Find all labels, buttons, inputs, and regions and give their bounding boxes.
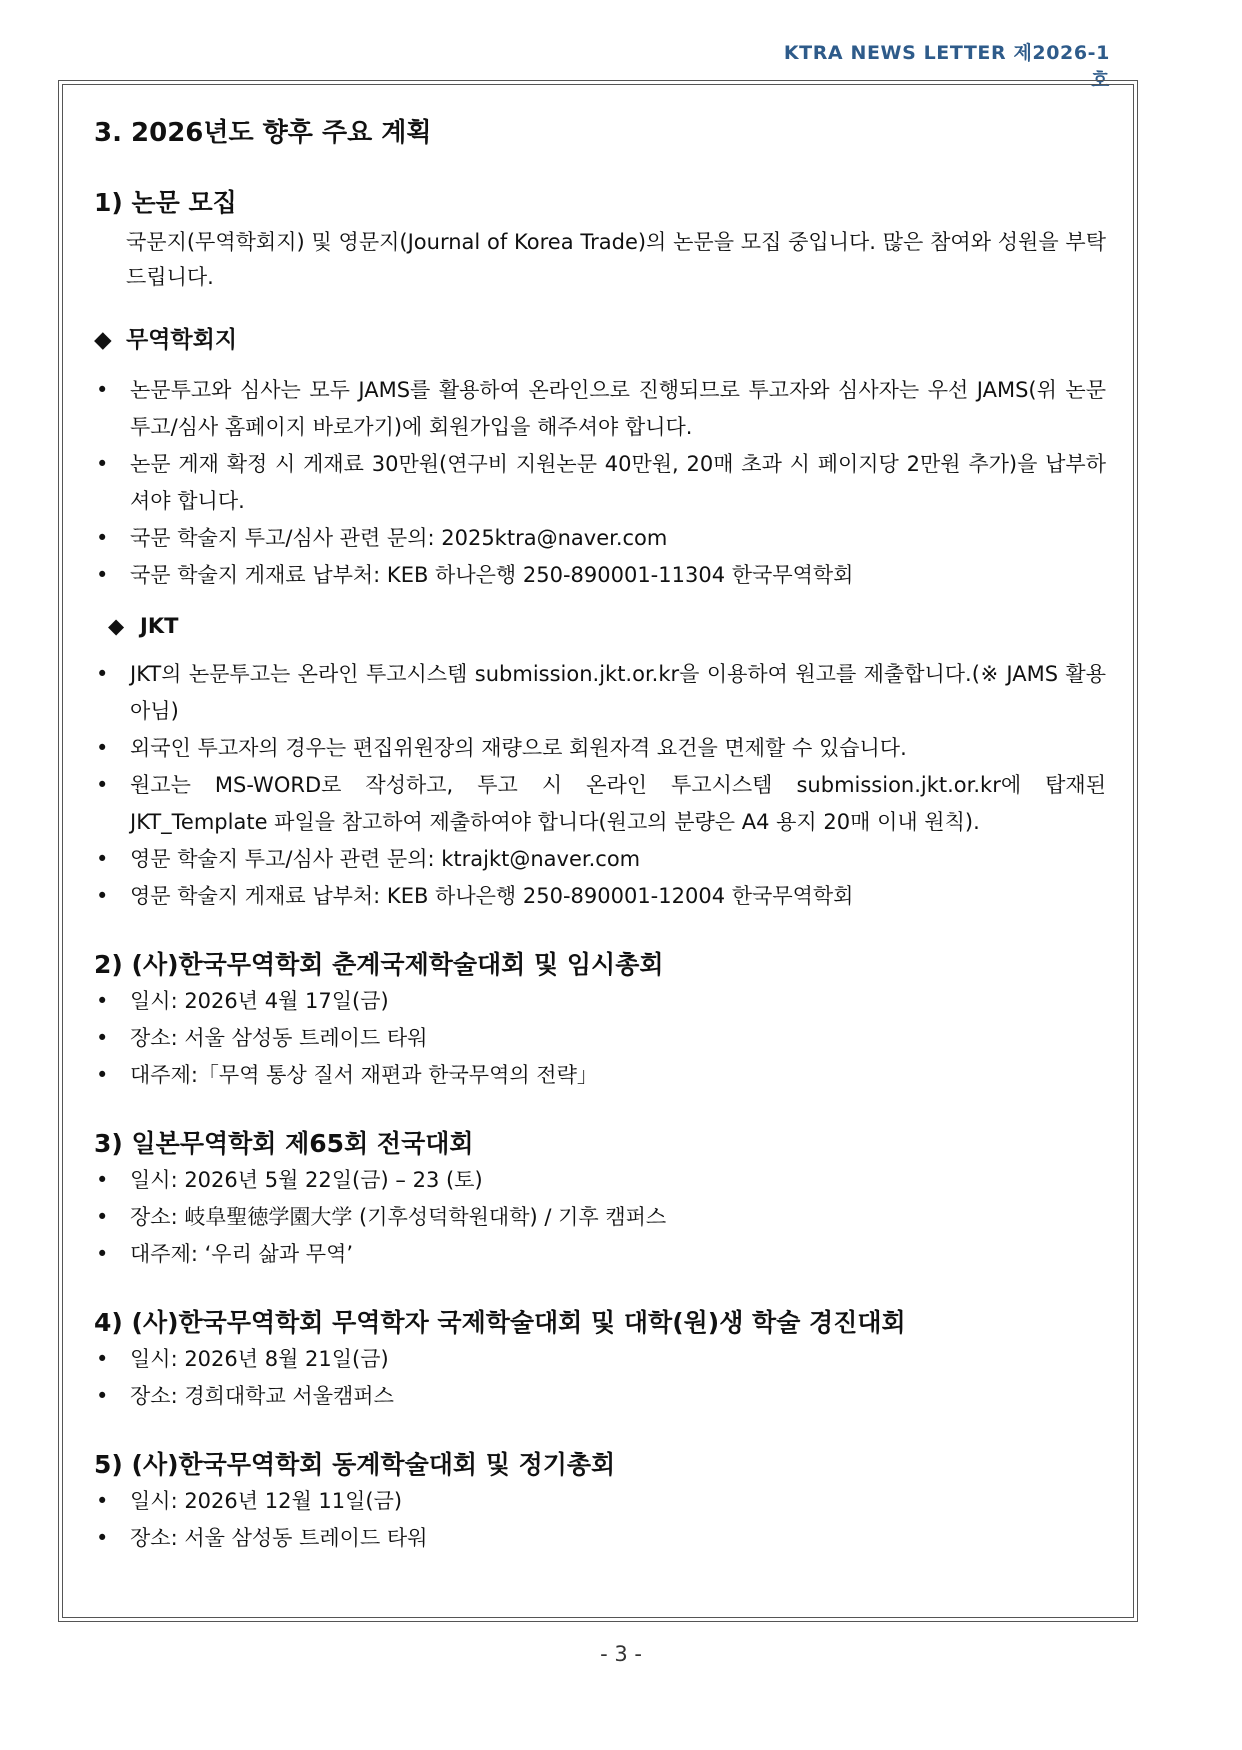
list-item: • 논문투고와 심사는 모두 JAMS를 활용하여 온라인으로 진행되므로 투고자와 심사자는 우선 JAMS(위 논문투고/심사 홈페이지 바로가기)에 회원가입을 해주셔야 합니다. (94, 372, 1106, 446)
bullet-icon: • (96, 526, 109, 550)
group-title-jkt (94, 614, 1106, 638)
list-item: • 국문 학술지 투고/심사 관련 문의: 2025ktra@naver.com (94, 520, 1106, 557)
bullet-icon: • (96, 989, 109, 1013)
list-item: • 대주제:「무역 통상 질서 재편과 한국무역의 전략」 (94, 1057, 1106, 1094)
jkt-list (94, 656, 1106, 915)
bullet-icon: • (96, 773, 109, 797)
bullet-icon: • (96, 662, 109, 686)
bullet-icon: • (96, 378, 109, 402)
bullet-icon: • (96, 1347, 109, 1371)
bullet-icon: • (96, 1205, 109, 1229)
list-item: • 장소: 서울 삼성동 트레이드 타워 (94, 1020, 1106, 1057)
winter-conference-list (94, 1483, 1106, 1557)
group-title-label: 무역학회지 (126, 327, 238, 353)
subsection-title-papers: 1) 논문 모집 (94, 188, 237, 217)
bullet-icon: • (96, 1168, 109, 1192)
subsection-title-winter-conference: 5) (사)한국무역학회 동계학술대회 및 정기총회 (94, 1450, 616, 1479)
list-item: • 영문 학술지 투고/심사 관련 문의: ktrajkt@naver.com (94, 841, 1106, 878)
newsletter-header: KTRA NEWS LETTER 제2026-1호 (783, 42, 1110, 91)
page-content (94, 100, 1106, 1557)
list-item: • 논문 게재 확정 시 게재료 30만원(연구비 지원논문 40만원, 20매 초과 시 페이지당 2만원 추가)을 납부하셔야 합니다. (94, 446, 1106, 520)
list-item: • 장소: 서울 삼성동 트레이드 타워 (94, 1520, 1106, 1557)
list-item: • 일시: 2026년 5월 22일(금) – 23 (토) (94, 1162, 1106, 1199)
bullet-icon: • (96, 847, 109, 871)
diamond-icon: ◆ (94, 327, 112, 353)
journal-list (94, 372, 1106, 594)
japan-conference-list (94, 1162, 1106, 1273)
subsection-title-spring-conference: 2) (사)한국무역학회 춘계국제학술대회 및 임시총회 (94, 950, 664, 979)
bullet-icon: • (96, 1063, 109, 1087)
list-item: • JKT의 논문투고는 온라인 투고시스템 submission.jkt.or.kr을 이용하여 원고를 제출합니다.(※ JAMS 활용 아님) (94, 656, 1106, 730)
list-item: • 일시: 2026년 12월 11일(금) (94, 1483, 1106, 1520)
group-title-label: JKT (140, 614, 179, 638)
papers-intro: 국문지(무역학회지) 및 영문지(Journal of Korea Trade)의 논문을 모집 중입니다. 많은 참여와 성원을 부탁드립니다. (126, 230, 1106, 289)
bullet-icon: • (96, 1384, 109, 1408)
list-item: • 장소: 경희대학교 서울캠퍼스 (94, 1378, 1106, 1415)
bullet-icon: • (96, 1489, 109, 1513)
list-item: • 장소: 岐阜聖徳学園大学 (기후성덕학원대학) / 기후 캠퍼스 (94, 1199, 1106, 1236)
bullet-icon: • (96, 1242, 109, 1266)
subsection-title-japan-conference: 3) 일본무역학회 제65회 전국대회 (94, 1129, 474, 1158)
diamond-icon: ◆ (108, 614, 125, 638)
list-item: • 일시: 2026년 4월 17일(금) (94, 983, 1106, 1020)
international-conference-list (94, 1341, 1106, 1415)
group-title-journal (94, 321, 1106, 354)
bullet-icon: • (96, 563, 109, 587)
list-item: • 외국인 투고자의 경우는 편집위원장의 재량으로 회원자격 요건을 면제할 수 있습니다. (94, 730, 1106, 767)
list-item: • 원고는 MS-WORD로 작성하고, 투고 시 온라인 투고시스템 submission.jkt.or.kr에 탑재된 JKT_Template 파일을 참고하여 제출하여야 합니다(원고의 분량은 A4 용지 20매 이내 원칙). (94, 767, 1106, 841)
list-item: • 대주제: ‘우리 삶과 무역’ (94, 1236, 1106, 1273)
page-number: - 3 - (600, 1642, 642, 1666)
list-item: • 영문 학술지 게재료 납부처: KEB 하나은행 250-890001-12004 한국무역학회 (94, 878, 1106, 915)
bullet-icon: • (96, 1026, 109, 1050)
section-title: 3. 2026년도 향후 주요 계획 (94, 118, 432, 148)
bullet-icon: • (96, 452, 109, 476)
list-item: • 국문 학술지 게재료 납부처: KEB 하나은행 250-890001-11304 한국무역학회 (94, 557, 1106, 594)
spring-conference-list (94, 983, 1106, 1094)
bullet-icon: • (96, 1526, 109, 1550)
list-item: • 일시: 2026년 8월 21일(금) (94, 1341, 1106, 1378)
subsection-title-international-conference: 4) (사)한국무역학회 무역학자 국제학술대회 및 대학(원)생 학술 경진대회 (94, 1308, 906, 1337)
bullet-icon: • (96, 884, 109, 908)
bullet-icon: • (96, 736, 109, 760)
